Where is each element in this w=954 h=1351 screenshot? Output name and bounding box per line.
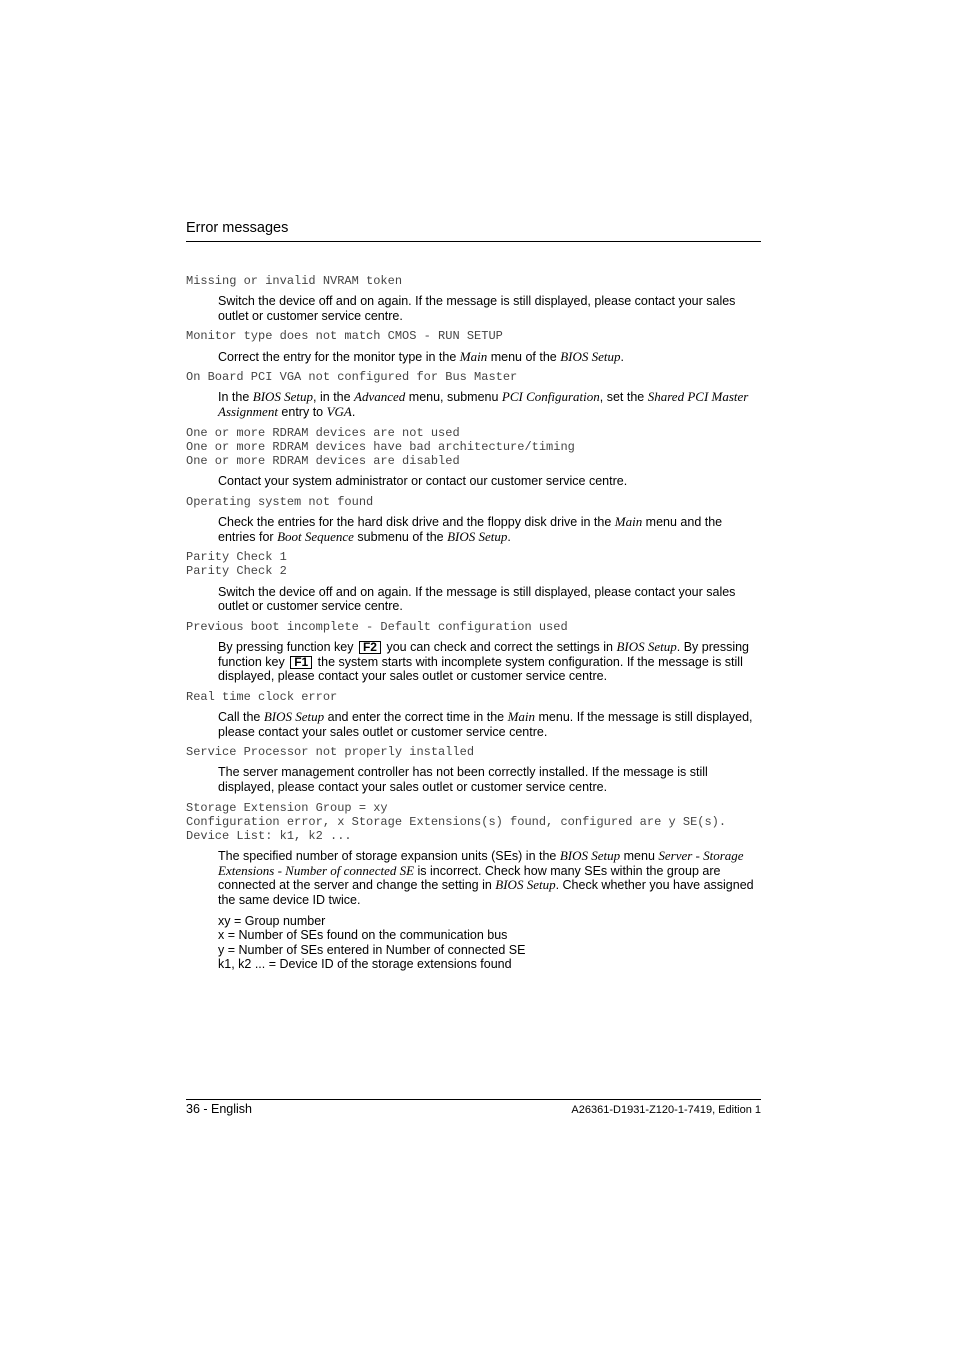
error-description	[218, 585, 761, 614]
text-run: Switch the device off and on again. If the message is still displayed, please contact your sales outlet or customer service centre.	[218, 294, 736, 323]
error-message-code: Previous boot incomplete - Default configuration used	[186, 619, 568, 634]
text-run: By pressing function key	[218, 639, 357, 654]
error-message-code: Service Processor not properly installed	[186, 745, 475, 760]
error-description	[218, 849, 761, 907]
legend-line	[218, 914, 761, 929]
ui-term: BIOS Setup	[559, 848, 621, 864]
page-number: 36 - English	[186, 1102, 253, 1116]
error-entry	[186, 745, 761, 794]
error-description	[218, 515, 761, 544]
text-run: you can check and correct the settings in	[382, 639, 617, 654]
text-run: .	[507, 529, 511, 544]
text-run: and enter the correct time in the	[324, 709, 508, 724]
text-run: . By pressing function key	[218, 639, 750, 669]
ui-term: Number of connected SE	[385, 942, 526, 957]
error-message-code: One or more RDRAM devices are not used	[186, 425, 460, 440]
error-message-code: Storage Extension Group = xy	[186, 800, 388, 815]
text-run: y = Number of SEs entered in	[218, 942, 386, 957]
text-run: .	[351, 404, 356, 419]
text-run: is incorrect. Check how many SEs within the group are connected at the server and change the setting in	[218, 863, 721, 893]
legend-line	[218, 957, 761, 972]
error-message-code: Configuration error, x Storage Extensions(s) found, configured are y SE(s).	[186, 814, 727, 829]
text-run: k1, k2 ... = Device ID of the storage extensions found	[218, 957, 512, 972]
ui-term: BIOS Setup	[263, 708, 325, 724]
document-id: A26361-D1931-Z120-1-7419, Edition 1	[571, 1104, 761, 1116]
ui-term: Shared PCI Master Assignment	[218, 389, 749, 419]
text-run: x = Number of SEs found on the communication bus	[218, 928, 508, 943]
error-entry	[186, 426, 761, 489]
ui-term: Main	[507, 708, 536, 724]
error-entry	[186, 690, 761, 739]
error-message-code: On Board PCI VGA not configured for Bus Master	[186, 370, 518, 385]
ui-term: BIOS Setup	[560, 348, 621, 364]
error-entry	[186, 550, 761, 614]
text-run: the system starts with incomplete system configuration. If the message is still displayed, please contact your sales outlet or customer service centre.	[218, 654, 743, 684]
error-message-code: Device List: k1, k2 ...	[186, 828, 352, 843]
ui-term: Advanced	[354, 389, 406, 405]
page-footer	[186, 1099, 761, 1116]
legend-line	[218, 943, 761, 958]
function-key: F2	[359, 641, 381, 654]
error-description	[218, 765, 761, 794]
error-entry	[186, 370, 761, 419]
error-message-code: Parity Check 2	[186, 564, 287, 579]
ui-term: Server - Storage Extensions - Number of connected SE	[218, 848, 744, 878]
text-run: The server management controller has not been correctly installed. If the message is still displayed, please contact your sales outlet or customer service centre.	[218, 765, 708, 794]
error-description	[218, 710, 761, 739]
text-run: , in the	[313, 390, 355, 405]
text-run: Correct the entry for the monitor type in the	[218, 349, 460, 364]
ui-term: BIOS Setup	[495, 877, 556, 893]
text-run: entry to	[277, 404, 327, 419]
text-run: Contact your system administrator or contact our customer service centre.	[218, 474, 628, 489]
error-message-code: One or more RDRAM devices are disabled	[186, 453, 460, 468]
error-message-code: Missing or invalid NVRAM token	[186, 274, 403, 288]
ui-term: BIOS Setup	[616, 638, 677, 654]
text-run: Call the	[218, 709, 264, 724]
error-message-code: Real time clock error	[186, 689, 338, 704]
legend-line	[218, 928, 761, 943]
text-run: menu, submenu	[405, 390, 502, 405]
error-message-code: Monitor type does not match CMOS - RUN SETUP	[186, 329, 503, 344]
legend-notes	[218, 914, 761, 972]
ui-term: BIOS Setup	[252, 389, 314, 405]
ui-term: PCI Configuration	[501, 389, 600, 405]
text-run: menu of the	[487, 349, 561, 364]
text-run: The specified number of storage expansion units (SEs) in the	[218, 849, 560, 864]
error-description	[218, 474, 761, 489]
error-message-code: Parity Check 1	[186, 550, 287, 565]
error-message-list	[186, 274, 761, 972]
ui-term: Boot Sequence	[277, 528, 354, 544]
text-run: menu and the entries for	[218, 514, 723, 544]
ui-term: BIOS Setup	[447, 528, 508, 544]
error-message-code: Operating system not found	[186, 494, 374, 509]
text-run: .	[620, 349, 624, 364]
function-key: F1	[290, 656, 312, 669]
text-run: menu	[620, 849, 659, 864]
ui-term: Main	[459, 348, 488, 364]
error-entry	[186, 495, 761, 544]
text-run: , set the	[599, 390, 648, 405]
section-title: Error messages	[186, 220, 289, 236]
error-description	[218, 350, 761, 365]
text-run: menu. If the message is still displayed, please contact your sales outlet or customer service centre.	[218, 709, 753, 739]
text-run: In the	[218, 390, 253, 405]
error-description	[218, 294, 761, 323]
error-description	[218, 640, 761, 684]
error-entry	[186, 274, 761, 323]
page-header	[186, 220, 761, 242]
ui-term: VGA	[326, 403, 352, 419]
text-run: Check the entries for the hard disk drive and the floppy disk drive in the	[218, 514, 615, 529]
error-message-code: One or more RDRAM devices have bad architecture/timing	[186, 439, 575, 454]
text-run: Switch the device off and on again. If the message is still displayed, please contact your sales outlet or customer service centre.	[218, 584, 736, 614]
text-run: submenu of the	[353, 529, 448, 544]
error-entry	[186, 620, 761, 684]
error-entry	[186, 329, 761, 364]
text-run: . Check whether you have assigned the same device ID twice.	[218, 878, 754, 907]
text-run: xy = Group number	[218, 913, 326, 928]
error-entry	[186, 801, 761, 972]
error-description	[218, 390, 761, 419]
ui-term: Main	[614, 513, 643, 529]
